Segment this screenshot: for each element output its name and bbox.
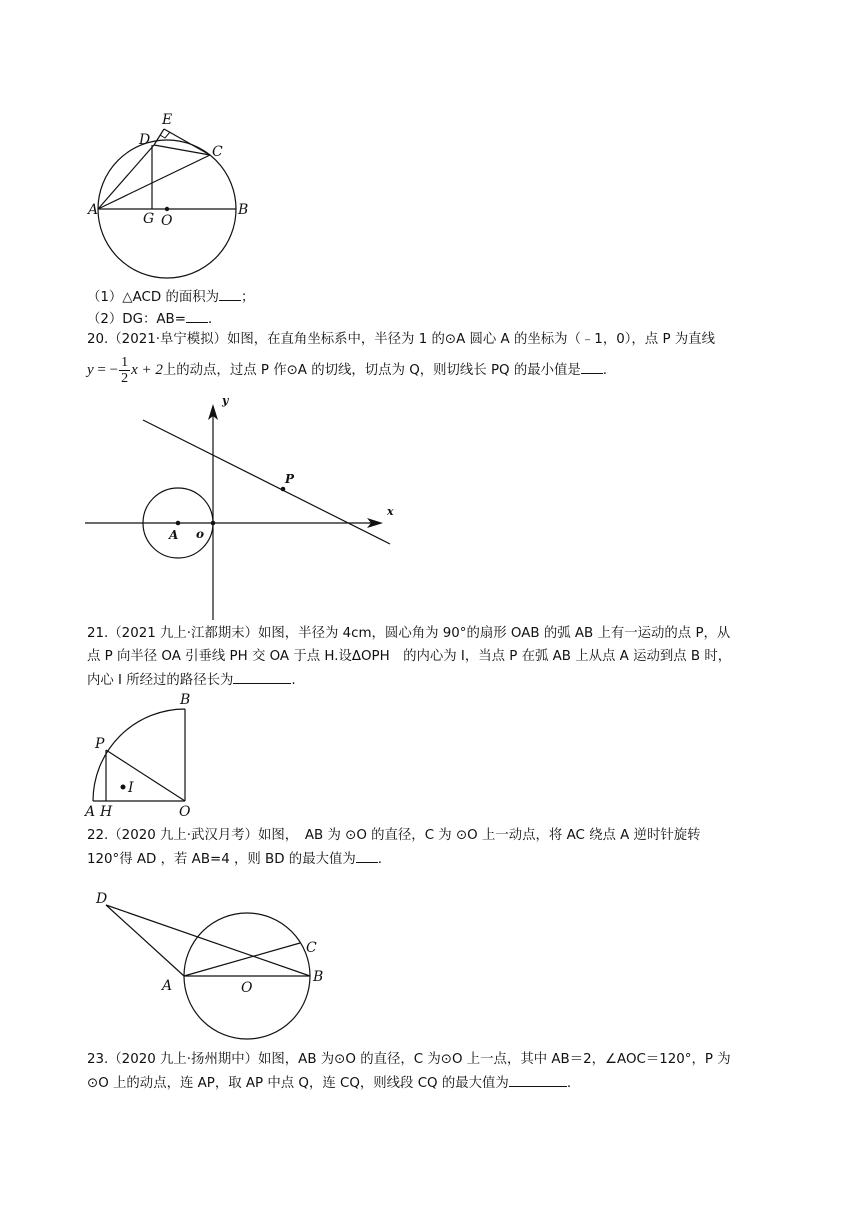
q21-line3-text: 内心 I 所经过的路径长为 — [87, 673, 234, 688]
point-p — [281, 487, 286, 492]
q22-line2 — [87, 848, 774, 870]
answer-blank — [581, 359, 603, 374]
q20-line2-text: 上的动点，过点 P 作⊙A 的切线，切点为 Q，则切线长 PQ 的最小值是 — [162, 363, 581, 378]
q22-line2-end: . — [377, 852, 383, 867]
q23-line2 — [87, 1072, 774, 1094]
frac-denominator: 2 — [121, 370, 129, 386]
answer-blank — [186, 308, 208, 323]
q20-line2-end: . — [602, 363, 608, 378]
eq-equals: = − — [93, 362, 119, 378]
point-a — [176, 521, 181, 526]
label-i: I — [128, 780, 134, 796]
segment-db — [106, 905, 310, 976]
q21-line3-end: . — [291, 673, 296, 688]
label-p: P — [285, 472, 295, 486]
answer-blank — [233, 669, 291, 684]
figure-q19 — [85, 108, 260, 288]
label-x: x — [387, 505, 394, 518]
answer-blank — [219, 286, 241, 301]
q20-line1: 20.（2021·阜宁模拟）如图，在直角坐标系中，半径为 1 的⊙A 圆心 A 的坐标为（﹣1，0），点 P 为直线 — [87, 332, 715, 347]
q22-line1: 22.（2020 九上·武汉月考）如图， AB 为 ⊙O 的直径，C 为 ⊙O 上一动点，将 AC 绕点 A 逆时针旋转 — [87, 828, 701, 843]
q23-line2-end: . — [566, 1076, 572, 1091]
q19-part1-text: （1）△ACD 的面积为 — [87, 290, 220, 305]
label-c: C — [212, 144, 223, 160]
q23-line2-text: ⊙O 上的动点，连 AP，取 AP 中点 Q，连 CQ，则线段 CQ 的最大值为 — [87, 1076, 509, 1091]
figure-q20 — [85, 392, 405, 622]
label-e: E — [162, 112, 173, 128]
label-a: A — [169, 528, 179, 542]
center-dot — [165, 207, 169, 211]
label-a: A — [88, 202, 99, 218]
label-o: O — [241, 980, 253, 996]
label-h: H — [100, 804, 113, 820]
label-a: A — [162, 978, 173, 994]
segment-ad — [106, 905, 184, 976]
figure-q22 — [92, 884, 337, 1044]
sector-arc — [93, 709, 185, 801]
q21-line3 — [87, 669, 774, 691]
line-l — [143, 420, 390, 544]
answer-blank — [356, 848, 378, 863]
label-b: B — [313, 969, 324, 985]
label-g: G — [143, 211, 155, 227]
label-p: P — [95, 736, 105, 752]
label-o: O — [161, 213, 173, 229]
q23-line1: 23.（2020 九上·扬州期中）如图，AB 为⊙O 的直径，C 为⊙O 上一点，其中 AB＝2，∠AOC＝120°，P 为 — [87, 1052, 731, 1067]
label-a: A — [85, 804, 96, 820]
q22-line2-text: 120°得 AD ，若 AB=4 ，则 BD 的最大值为 — [87, 852, 356, 867]
q19-part2-end: ． — [207, 312, 222, 327]
label-y: y — [222, 394, 229, 407]
label-o: o — [196, 527, 205, 541]
q21-line2: 点 P 向半径 OA 引垂线 PH 交 OA 于点 H.设ΔOPH 的内心为 I，当点 P 在弧 AB 上从点 A 运动到点 B 时， — [87, 649, 732, 664]
eq-rest: x + 2 — [131, 362, 163, 378]
figure-q21 — [85, 690, 205, 825]
frac-numerator: 1 — [121, 354, 129, 370]
q19-part1 — [87, 286, 774, 308]
eq-fraction — [119, 355, 130, 386]
label-b: B — [238, 202, 249, 218]
q21-line1: 21.（2021 九上·江都期末）如图，半径为 4cm，圆心角为 90°的扇形 OAB 的弧 AB 上有一运动的点 P，从 — [87, 626, 731, 641]
label-d: D — [96, 891, 108, 907]
segment-po — [106, 750, 185, 801]
point-i — [121, 785, 126, 790]
q19-part2-text: （2）DG：AB= — [87, 312, 186, 327]
q19-part1-end: ； — [241, 290, 255, 305]
label-c: C — [306, 940, 317, 956]
point-o — [211, 521, 216, 526]
segment-ac — [184, 943, 300, 976]
q20-line2 — [87, 352, 774, 389]
label-o: O — [179, 804, 191, 820]
eq-y: y — [87, 362, 94, 378]
label-b: B — [180, 692, 191, 708]
answer-blank — [509, 1072, 567, 1087]
q19-part2 — [87, 308, 774, 330]
label-d: D — [139, 132, 151, 148]
